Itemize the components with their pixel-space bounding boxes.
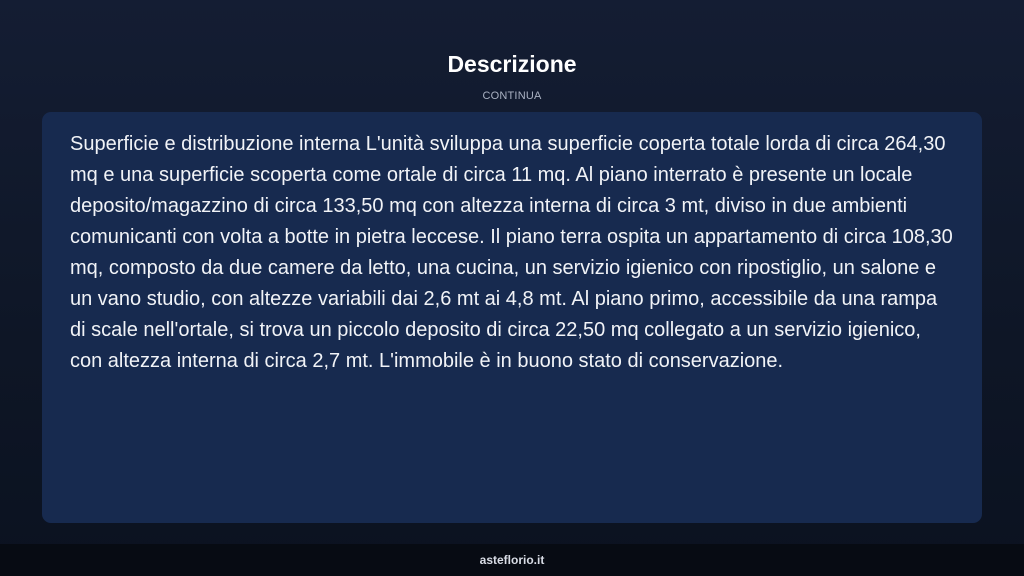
description-card [42,112,982,523]
footer-bar [0,544,1024,576]
description-text: Superficie e distribuzione interna L'unità sviluppa una superficie coperta totale lorda di circa 264,30 mq e una superficie scoperta come ortale di circa 11 mq. Al piano interrato è presente un locale deposito/magazzino di circa 133,50 mq con altezza interna di circa 3 mt, diviso in due ambienti comunicanti con volta a botte in pietra leccese. Il piano terra ospita un appartamento di circa 108,30 mq, composto da due camere da letto, una cucina, un servizio igienico con ripostiglio, un salone e un vano studio, con altezze variabili dai 2,6 mt ai 4,8 mt. Al piano primo, accessibile da una rampa di scale nell'ortale, si trova un piccolo deposito di circa 22,50 mq collegato a un servizio igienico, con altezza interna di circa 2,7 mt. L'immobile è in buono stato di conservazione. [70,133,953,372]
site-name: asteflorio.it [479,553,545,567]
page-title: Descrizione [447,51,577,77]
continua-label: CONTINUA [482,90,542,102]
